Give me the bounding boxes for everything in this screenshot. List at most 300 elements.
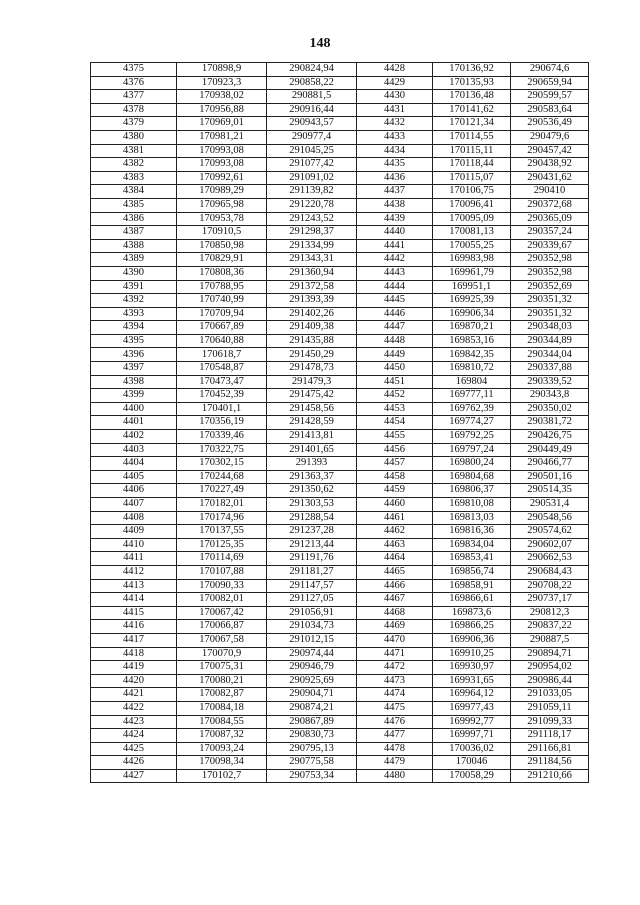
point-number-cell: 4378 xyxy=(91,103,177,117)
y-coordinate-cell: 291401,65 xyxy=(267,443,357,457)
y-coordinate-cell: 290574,62 xyxy=(511,525,589,539)
x-coordinate-cell: 170339,46 xyxy=(177,430,267,444)
y-coordinate-cell: 290381,72 xyxy=(511,416,589,430)
point-number-cell: 4434 xyxy=(357,144,433,158)
y-coordinate-cell: 290449,49 xyxy=(511,443,589,457)
y-coordinate-cell: 290858,22 xyxy=(267,76,357,90)
x-coordinate-cell: 169930,97 xyxy=(433,661,511,675)
table-row xyxy=(91,226,589,240)
y-coordinate-cell: 290795,13 xyxy=(267,742,357,756)
x-coordinate-cell: 170067,42 xyxy=(177,606,267,620)
x-coordinate-cell: 170141,62 xyxy=(433,103,511,117)
table-row xyxy=(91,158,589,172)
point-number-cell: 4427 xyxy=(91,769,177,783)
x-coordinate-cell: 170098,34 xyxy=(177,756,267,770)
point-number-cell: 4451 xyxy=(357,375,433,389)
y-coordinate-cell: 290410 xyxy=(511,185,589,199)
table-row xyxy=(91,402,589,416)
x-coordinate-cell: 170956,88 xyxy=(177,103,267,117)
table-row xyxy=(91,321,589,335)
y-coordinate-cell: 290977,4 xyxy=(267,130,357,144)
table-row xyxy=(91,117,589,131)
x-coordinate-cell: 170070,9 xyxy=(177,647,267,661)
point-number-cell: 4437 xyxy=(357,185,433,199)
x-coordinate-cell: 169866,25 xyxy=(433,620,511,634)
y-coordinate-cell: 290426,75 xyxy=(511,430,589,444)
point-number-cell: 4449 xyxy=(357,348,433,362)
point-number-cell: 4424 xyxy=(91,729,177,743)
point-number-cell: 4409 xyxy=(91,525,177,539)
x-coordinate-cell: 170302,15 xyxy=(177,457,267,471)
x-coordinate-cell: 169951,1 xyxy=(433,280,511,294)
table-row xyxy=(91,334,589,348)
y-coordinate-cell: 291056,91 xyxy=(267,606,357,620)
y-coordinate-cell: 291372,58 xyxy=(267,280,357,294)
table-row xyxy=(91,253,589,267)
x-coordinate-cell: 170829,91 xyxy=(177,253,267,267)
x-coordinate-cell: 170095,09 xyxy=(433,212,511,226)
x-coordinate-cell: 170969,01 xyxy=(177,117,267,131)
x-coordinate-cell: 170090,33 xyxy=(177,579,267,593)
coordinates-table-body xyxy=(91,63,589,783)
table-row xyxy=(91,511,589,525)
point-number-cell: 4382 xyxy=(91,158,177,172)
x-coordinate-cell: 169777,11 xyxy=(433,389,511,403)
table-row xyxy=(91,280,589,294)
point-number-cell: 4467 xyxy=(357,593,433,607)
point-number-cell: 4468 xyxy=(357,606,433,620)
x-coordinate-cell: 170182,01 xyxy=(177,498,267,512)
point-number-cell: 4450 xyxy=(357,362,433,376)
y-coordinate-cell: 291363,37 xyxy=(267,470,357,484)
coordinates-table xyxy=(90,62,589,783)
x-coordinate-cell: 170174,96 xyxy=(177,511,267,525)
x-coordinate-cell: 169806,37 xyxy=(433,484,511,498)
table-row xyxy=(91,525,589,539)
y-coordinate-cell: 291118,17 xyxy=(511,729,589,743)
point-number-cell: 4388 xyxy=(91,239,177,253)
y-coordinate-cell: 291288,54 xyxy=(267,511,357,525)
point-number-cell: 4441 xyxy=(357,239,433,253)
point-number-cell: 4465 xyxy=(357,565,433,579)
y-coordinate-cell: 291139,82 xyxy=(267,185,357,199)
x-coordinate-cell: 170137,55 xyxy=(177,525,267,539)
y-coordinate-cell: 291475,42 xyxy=(267,389,357,403)
y-coordinate-cell: 290339,52 xyxy=(511,375,589,389)
point-number-cell: 4446 xyxy=(357,307,433,321)
x-coordinate-cell: 169977,43 xyxy=(433,701,511,715)
y-coordinate-cell: 290536,49 xyxy=(511,117,589,131)
point-number-cell: 4380 xyxy=(91,130,177,144)
y-coordinate-cell: 290501,16 xyxy=(511,470,589,484)
y-coordinate-cell: 290753,34 xyxy=(267,769,357,783)
y-coordinate-cell: 290438,92 xyxy=(511,158,589,172)
x-coordinate-cell: 170910,5 xyxy=(177,226,267,240)
table-row xyxy=(91,348,589,362)
y-coordinate-cell: 290662,53 xyxy=(511,552,589,566)
y-coordinate-cell: 290659,94 xyxy=(511,76,589,90)
x-coordinate-cell: 170084,18 xyxy=(177,701,267,715)
x-coordinate-cell: 170356,19 xyxy=(177,416,267,430)
y-coordinate-cell: 291045,25 xyxy=(267,144,357,158)
x-coordinate-cell: 170850,98 xyxy=(177,239,267,253)
point-number-cell: 4384 xyxy=(91,185,177,199)
x-coordinate-cell: 170082,87 xyxy=(177,688,267,702)
point-number-cell: 4429 xyxy=(357,76,433,90)
point-number-cell: 4410 xyxy=(91,538,177,552)
x-coordinate-cell: 170401,1 xyxy=(177,402,267,416)
y-coordinate-cell: 291059,11 xyxy=(511,701,589,715)
table-row xyxy=(91,185,589,199)
y-coordinate-cell: 291450,29 xyxy=(267,348,357,362)
y-coordinate-cell: 290925,69 xyxy=(267,674,357,688)
y-coordinate-cell: 290943,57 xyxy=(267,117,357,131)
point-number-cell: 4458 xyxy=(357,470,433,484)
table-row xyxy=(91,620,589,634)
y-coordinate-cell: 290812,3 xyxy=(511,606,589,620)
x-coordinate-cell: 169964,12 xyxy=(433,688,511,702)
x-coordinate-cell: 170981,21 xyxy=(177,130,267,144)
point-number-cell: 4459 xyxy=(357,484,433,498)
point-number-cell: 4420 xyxy=(91,674,177,688)
page-number: 148 xyxy=(309,36,331,51)
y-coordinate-cell: 291343,31 xyxy=(267,253,357,267)
y-coordinate-cell: 291298,37 xyxy=(267,226,357,240)
x-coordinate-cell: 169834,04 xyxy=(433,538,511,552)
x-coordinate-cell: 169983,98 xyxy=(433,253,511,267)
point-number-cell: 4416 xyxy=(91,620,177,634)
x-coordinate-cell: 170244,68 xyxy=(177,470,267,484)
y-coordinate-cell: 291243,52 xyxy=(267,212,357,226)
x-coordinate-cell: 169810,08 xyxy=(433,498,511,512)
y-coordinate-cell: 291099,33 xyxy=(511,715,589,729)
y-coordinate-cell: 290352,98 xyxy=(511,253,589,267)
table-row xyxy=(91,674,589,688)
y-coordinate-cell: 290599,57 xyxy=(511,90,589,104)
point-number-cell: 4479 xyxy=(357,756,433,770)
y-coordinate-cell: 290431,62 xyxy=(511,171,589,185)
y-coordinate-cell: 290372,68 xyxy=(511,198,589,212)
point-number-cell: 4440 xyxy=(357,226,433,240)
point-number-cell: 4403 xyxy=(91,443,177,457)
y-coordinate-cell: 291184,56 xyxy=(511,756,589,770)
table-row xyxy=(91,212,589,226)
point-number-cell: 4419 xyxy=(91,661,177,675)
x-coordinate-cell: 170046 xyxy=(433,756,511,770)
table-row xyxy=(91,688,589,702)
x-coordinate-cell: 170102,7 xyxy=(177,769,267,783)
y-coordinate-cell: 291393 xyxy=(267,457,357,471)
point-number-cell: 4400 xyxy=(91,402,177,416)
table-row xyxy=(91,470,589,484)
y-coordinate-cell: 290479,6 xyxy=(511,130,589,144)
table-row xyxy=(91,144,589,158)
point-number-cell: 4402 xyxy=(91,430,177,444)
x-coordinate-cell: 170322,75 xyxy=(177,443,267,457)
point-number-cell: 4414 xyxy=(91,593,177,607)
y-coordinate-cell: 290830,73 xyxy=(267,729,357,743)
y-coordinate-cell: 290583,64 xyxy=(511,103,589,117)
y-coordinate-cell: 291191,76 xyxy=(267,552,357,566)
point-number-cell: 4476 xyxy=(357,715,433,729)
x-coordinate-cell: 170114,55 xyxy=(433,130,511,144)
y-coordinate-cell: 290339,67 xyxy=(511,239,589,253)
point-number-cell: 4457 xyxy=(357,457,433,471)
y-coordinate-cell: 290350,02 xyxy=(511,402,589,416)
x-coordinate-cell: 170115,11 xyxy=(433,144,511,158)
point-number-cell: 4408 xyxy=(91,511,177,525)
x-coordinate-cell: 170618,7 xyxy=(177,348,267,362)
table-row xyxy=(91,307,589,321)
x-coordinate-cell: 170667,89 xyxy=(177,321,267,335)
y-coordinate-cell: 291393,39 xyxy=(267,294,357,308)
x-coordinate-cell: 169910,25 xyxy=(433,647,511,661)
x-coordinate-cell: 170136,48 xyxy=(433,90,511,104)
table-row xyxy=(91,103,589,117)
point-number-cell: 4448 xyxy=(357,334,433,348)
point-number-cell: 4455 xyxy=(357,430,433,444)
point-number-cell: 4477 xyxy=(357,729,433,743)
x-coordinate-cell: 170135,93 xyxy=(433,76,511,90)
point-number-cell: 4439 xyxy=(357,212,433,226)
y-coordinate-cell: 291237,28 xyxy=(267,525,357,539)
y-coordinate-cell: 290946,79 xyxy=(267,661,357,675)
point-number-cell: 4389 xyxy=(91,253,177,267)
point-number-cell: 4390 xyxy=(91,266,177,280)
x-coordinate-cell: 170087,32 xyxy=(177,729,267,743)
point-number-cell: 4475 xyxy=(357,701,433,715)
table-row xyxy=(91,579,589,593)
y-coordinate-cell: 291360,94 xyxy=(267,266,357,280)
x-coordinate-cell: 169906,36 xyxy=(433,633,511,647)
x-coordinate-cell: 170136,92 xyxy=(433,63,511,77)
point-number-cell: 4469 xyxy=(357,620,433,634)
point-number-cell: 4398 xyxy=(91,375,177,389)
point-number-cell: 4452 xyxy=(357,389,433,403)
table-row xyxy=(91,90,589,104)
y-coordinate-cell: 290916,44 xyxy=(267,103,357,117)
x-coordinate-cell: 170965,98 xyxy=(177,198,267,212)
x-coordinate-cell: 169997,71 xyxy=(433,729,511,743)
y-coordinate-cell: 290344,04 xyxy=(511,348,589,362)
x-coordinate-cell: 170898,9 xyxy=(177,63,267,77)
point-number-cell: 4462 xyxy=(357,525,433,539)
point-number-cell: 4401 xyxy=(91,416,177,430)
table-row xyxy=(91,63,589,77)
x-coordinate-cell: 169853,41 xyxy=(433,552,511,566)
x-coordinate-cell: 170036,02 xyxy=(433,742,511,756)
point-number-cell: 4413 xyxy=(91,579,177,593)
x-coordinate-cell: 170923,3 xyxy=(177,76,267,90)
x-coordinate-cell: 169813,03 xyxy=(433,511,511,525)
table-row xyxy=(91,538,589,552)
y-coordinate-cell: 290837,22 xyxy=(511,620,589,634)
x-coordinate-cell: 169842,35 xyxy=(433,348,511,362)
x-coordinate-cell: 169866,61 xyxy=(433,593,511,607)
x-coordinate-cell: 170080,21 xyxy=(177,674,267,688)
point-number-cell: 4473 xyxy=(357,674,433,688)
x-coordinate-cell: 169800,24 xyxy=(433,457,511,471)
point-number-cell: 4395 xyxy=(91,334,177,348)
x-coordinate-cell: 170081,13 xyxy=(433,226,511,240)
point-number-cell: 4406 xyxy=(91,484,177,498)
point-number-cell: 4392 xyxy=(91,294,177,308)
point-number-cell: 4478 xyxy=(357,742,433,756)
table-row xyxy=(91,389,589,403)
x-coordinate-cell: 170938,02 xyxy=(177,90,267,104)
y-coordinate-cell: 290986,44 xyxy=(511,674,589,688)
y-coordinate-cell: 290352,69 xyxy=(511,280,589,294)
table-row xyxy=(91,130,589,144)
point-number-cell: 4391 xyxy=(91,280,177,294)
point-number-cell: 4417 xyxy=(91,633,177,647)
point-number-cell: 4405 xyxy=(91,470,177,484)
point-number-cell: 4376 xyxy=(91,76,177,90)
x-coordinate-cell: 169774,27 xyxy=(433,416,511,430)
point-number-cell: 4463 xyxy=(357,538,433,552)
y-coordinate-cell: 290887,5 xyxy=(511,633,589,647)
y-coordinate-cell: 290348,03 xyxy=(511,321,589,335)
x-coordinate-cell: 169792,25 xyxy=(433,430,511,444)
point-number-cell: 4480 xyxy=(357,769,433,783)
point-number-cell: 4438 xyxy=(357,198,433,212)
x-coordinate-cell: 169804 xyxy=(433,375,511,389)
table-row xyxy=(91,266,589,280)
x-coordinate-cell: 169931,65 xyxy=(433,674,511,688)
point-number-cell: 4383 xyxy=(91,171,177,185)
y-coordinate-cell: 290904,71 xyxy=(267,688,357,702)
table-row xyxy=(91,416,589,430)
point-number-cell: 4418 xyxy=(91,647,177,661)
point-number-cell: 4381 xyxy=(91,144,177,158)
point-number-cell: 4461 xyxy=(357,511,433,525)
x-coordinate-cell: 170118,44 xyxy=(433,158,511,172)
table-row xyxy=(91,647,589,661)
x-coordinate-cell: 169816,36 xyxy=(433,525,511,539)
point-number-cell: 4430 xyxy=(357,90,433,104)
x-coordinate-cell: 170992,61 xyxy=(177,171,267,185)
x-coordinate-cell: 170125,35 xyxy=(177,538,267,552)
x-coordinate-cell: 170096,41 xyxy=(433,198,511,212)
table-row xyxy=(91,198,589,212)
x-coordinate-cell: 170084,55 xyxy=(177,715,267,729)
point-number-cell: 4435 xyxy=(357,158,433,172)
y-coordinate-cell: 290881,5 xyxy=(267,90,357,104)
y-coordinate-cell: 290344,89 xyxy=(511,334,589,348)
table-row xyxy=(91,552,589,566)
x-coordinate-cell: 170808,36 xyxy=(177,266,267,280)
y-coordinate-cell: 291350,62 xyxy=(267,484,357,498)
y-coordinate-cell: 291402,26 xyxy=(267,307,357,321)
point-number-cell: 4385 xyxy=(91,198,177,212)
y-coordinate-cell: 290351,32 xyxy=(511,294,589,308)
point-number-cell: 4393 xyxy=(91,307,177,321)
y-coordinate-cell: 291409,38 xyxy=(267,321,357,335)
x-coordinate-cell: 170788,95 xyxy=(177,280,267,294)
x-coordinate-cell: 170107,88 xyxy=(177,565,267,579)
y-coordinate-cell: 291147,57 xyxy=(267,579,357,593)
y-coordinate-cell: 290351,32 xyxy=(511,307,589,321)
x-coordinate-cell: 170709,94 xyxy=(177,307,267,321)
point-number-cell: 4411 xyxy=(91,552,177,566)
y-coordinate-cell: 290466,77 xyxy=(511,457,589,471)
table-row xyxy=(91,76,589,90)
x-coordinate-cell: 170993,08 xyxy=(177,144,267,158)
y-coordinate-cell: 290531,4 xyxy=(511,498,589,512)
x-coordinate-cell: 170055,25 xyxy=(433,239,511,253)
point-number-cell: 4433 xyxy=(357,130,433,144)
table-row xyxy=(91,239,589,253)
y-coordinate-cell: 290365,09 xyxy=(511,212,589,226)
point-number-cell: 4474 xyxy=(357,688,433,702)
y-coordinate-cell: 291091,02 xyxy=(267,171,357,185)
y-coordinate-cell: 290737,17 xyxy=(511,593,589,607)
table-row xyxy=(91,633,589,647)
x-coordinate-cell: 169762,39 xyxy=(433,402,511,416)
point-number-cell: 4447 xyxy=(357,321,433,335)
x-coordinate-cell: 170066,87 xyxy=(177,620,267,634)
y-coordinate-cell: 291033,05 xyxy=(511,688,589,702)
y-coordinate-cell: 290867,89 xyxy=(267,715,357,729)
y-coordinate-cell: 290514,35 xyxy=(511,484,589,498)
x-coordinate-cell: 170953,78 xyxy=(177,212,267,226)
table-row xyxy=(91,715,589,729)
x-coordinate-cell: 170121,34 xyxy=(433,117,511,131)
point-number-cell: 4422 xyxy=(91,701,177,715)
table-row xyxy=(91,742,589,756)
table-row xyxy=(91,375,589,389)
point-number-cell: 4412 xyxy=(91,565,177,579)
y-coordinate-cell: 290674,6 xyxy=(511,63,589,77)
y-coordinate-cell: 291213,44 xyxy=(267,538,357,552)
point-number-cell: 4399 xyxy=(91,389,177,403)
y-coordinate-cell: 290343,8 xyxy=(511,389,589,403)
point-number-cell: 4466 xyxy=(357,579,433,593)
y-coordinate-cell: 290337,88 xyxy=(511,362,589,376)
point-number-cell: 4444 xyxy=(357,280,433,294)
point-number-cell: 4386 xyxy=(91,212,177,226)
y-coordinate-cell: 291428,59 xyxy=(267,416,357,430)
point-number-cell: 4436 xyxy=(357,171,433,185)
y-coordinate-cell: 291181,27 xyxy=(267,565,357,579)
point-number-cell: 4404 xyxy=(91,457,177,471)
x-coordinate-cell: 170640,88 xyxy=(177,334,267,348)
point-number-cell: 4396 xyxy=(91,348,177,362)
point-number-cell: 4415 xyxy=(91,606,177,620)
point-number-cell: 4425 xyxy=(91,742,177,756)
table-row xyxy=(91,484,589,498)
x-coordinate-cell: 170093,24 xyxy=(177,742,267,756)
table-row xyxy=(91,171,589,185)
y-coordinate-cell: 290775,58 xyxy=(267,756,357,770)
point-number-cell: 4377 xyxy=(91,90,177,104)
x-coordinate-cell: 170993,08 xyxy=(177,158,267,172)
point-number-cell: 4394 xyxy=(91,321,177,335)
y-coordinate-cell: 290684,43 xyxy=(511,565,589,579)
table-row xyxy=(91,661,589,675)
x-coordinate-cell: 169961,79 xyxy=(433,266,511,280)
table-row xyxy=(91,606,589,620)
y-coordinate-cell: 291413,81 xyxy=(267,430,357,444)
y-coordinate-cell: 290352,98 xyxy=(511,266,589,280)
point-number-cell: 4456 xyxy=(357,443,433,457)
y-coordinate-cell: 290894,71 xyxy=(511,647,589,661)
x-coordinate-cell: 169870,21 xyxy=(433,321,511,335)
x-coordinate-cell: 170740,99 xyxy=(177,294,267,308)
y-coordinate-cell: 290954,02 xyxy=(511,661,589,675)
y-coordinate-cell: 291166,81 xyxy=(511,742,589,756)
y-coordinate-cell: 290357,24 xyxy=(511,226,589,240)
